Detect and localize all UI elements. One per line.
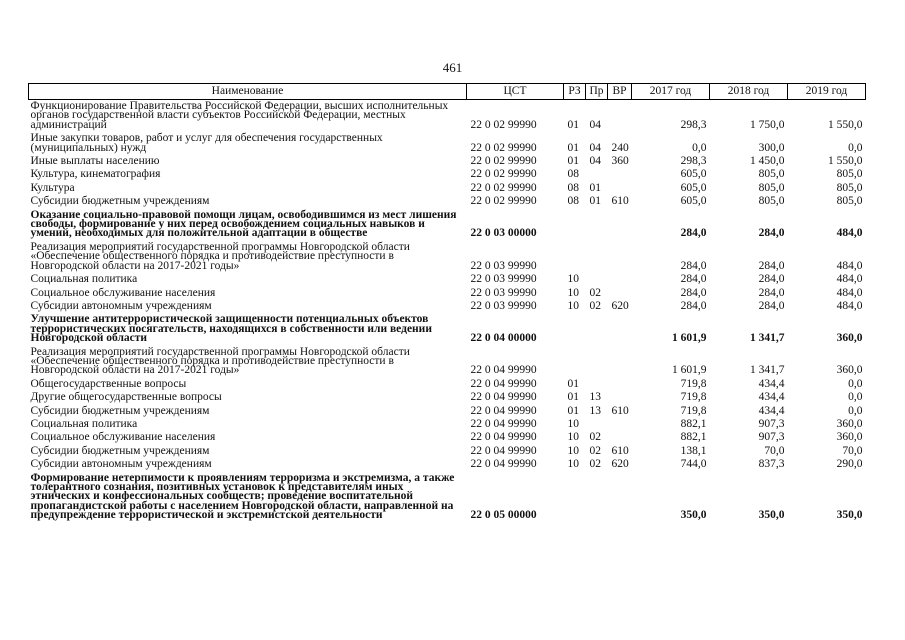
row-pr bbox=[586, 168, 608, 181]
table-row bbox=[29, 346, 866, 378]
row-2019: 350,0 bbox=[836, 509, 863, 522]
row-cst: 22 0 04 99990 bbox=[470, 364, 537, 377]
row-2018: 907,3 bbox=[758, 417, 785, 430]
row-2017: 719,8 bbox=[680, 391, 707, 404]
row-cst: 22 0 04 99990 bbox=[470, 431, 537, 444]
row-rz: 10 bbox=[567, 431, 579, 444]
row-rz bbox=[564, 241, 586, 273]
row-pr: 02 bbox=[589, 431, 601, 444]
row-2019: 805,0 bbox=[836, 195, 863, 208]
row-vr bbox=[608, 391, 632, 404]
header-row bbox=[29, 84, 866, 100]
table-row bbox=[29, 287, 866, 300]
row-rz: 01 bbox=[567, 155, 579, 168]
row-rz: 01 bbox=[567, 377, 579, 390]
row-rz: 08 bbox=[567, 195, 579, 208]
row-cst: 22 0 02 99990 bbox=[470, 195, 537, 208]
row-2017: 298,3 bbox=[680, 155, 707, 168]
row-pr: 04 bbox=[589, 141, 601, 154]
row-cst: 22 0 04 99990 bbox=[470, 458, 537, 471]
row-vr bbox=[608, 431, 632, 444]
row-2019: 0,0 bbox=[848, 404, 863, 417]
row-2019: 360,0 bbox=[836, 364, 863, 377]
row-pr: 13 bbox=[589, 404, 601, 417]
row-2019: 0,0 bbox=[848, 377, 863, 390]
row-vr bbox=[608, 209, 632, 241]
row-2019: 484,0 bbox=[836, 259, 863, 272]
header-pr: Пр bbox=[586, 84, 608, 100]
table-row bbox=[29, 472, 866, 523]
table-row bbox=[29, 241, 866, 273]
row-2018: 284,0 bbox=[758, 227, 785, 240]
row-2019: 360,0 bbox=[836, 332, 863, 345]
row-2018: 805,0 bbox=[758, 168, 785, 181]
row-pr: 01 bbox=[589, 181, 601, 194]
table-body bbox=[29, 100, 866, 523]
row-2018: 70,0 bbox=[764, 444, 785, 457]
table-row bbox=[29, 182, 866, 195]
row-cst: 22 0 02 99990 bbox=[470, 155, 537, 168]
table-row bbox=[29, 209, 866, 241]
row-pr: 04 bbox=[589, 118, 601, 131]
table-row bbox=[29, 168, 866, 181]
row-vr bbox=[608, 273, 632, 286]
row-2018: 805,0 bbox=[758, 181, 785, 194]
row-name: Социальное обслуживание населения bbox=[30, 286, 216, 299]
row-cst: 22 0 03 99990 bbox=[470, 286, 537, 299]
row-name: Иные закупки товаров, работ и услуг для обеспечения государственных (муниципальных) нужд bbox=[30, 132, 383, 154]
row-2017: 1 601,9 bbox=[672, 364, 707, 377]
page-number: 461 bbox=[442, 60, 463, 75]
row-pr bbox=[586, 313, 608, 345]
row-name: Формирование нетерпимости к проявлениям терроризма и экстремизма, а также толерантного сознания, позитивных установок к представителям иных этнических и конфессиональных сообществ; проведение воспитательной пропагандистской работы с населением Новгородской области, направленной на предупреждение террористической и экстремистской деятельности bbox=[30, 471, 455, 522]
row-name: Субсидии бюджетным учреждениям bbox=[30, 404, 210, 417]
row-vr: 610 bbox=[611, 195, 629, 208]
row-pr: 02 bbox=[589, 299, 601, 312]
row-rz: 01 bbox=[567, 118, 579, 131]
row-2019: 360,0 bbox=[836, 417, 863, 430]
header-rz: РЗ bbox=[564, 84, 586, 100]
row-vr: 360 bbox=[611, 155, 629, 168]
row-name: Оказание социально-правовой помощи лицам, освободившимся из мест лишения свободы, формирование у них перед освобождением социальных навыков и умений, необходимых для положительной адаптации в обществе bbox=[30, 208, 457, 240]
row-2018: 434,4 bbox=[758, 391, 785, 404]
row-rz: 08 bbox=[567, 168, 579, 181]
table-row bbox=[29, 313, 866, 345]
row-2018: 434,4 bbox=[758, 377, 785, 390]
row-cst: 22 0 04 99990 bbox=[470, 377, 537, 390]
row-rz: 10 bbox=[567, 417, 579, 430]
table-row bbox=[29, 195, 866, 208]
row-2019: 1 550,0 bbox=[828, 155, 863, 168]
row-2018: 350,0 bbox=[758, 509, 785, 522]
row-2017: 138,1 bbox=[680, 444, 707, 457]
row-2017: 605,0 bbox=[680, 195, 707, 208]
row-pr: 13 bbox=[589, 391, 601, 404]
row-cst: 22 0 03 00000 bbox=[470, 227, 537, 240]
row-2018: 284,0 bbox=[758, 259, 785, 272]
row-vr bbox=[608, 168, 632, 181]
row-2019: 70,0 bbox=[842, 444, 863, 457]
row-2018: 284,0 bbox=[758, 286, 785, 299]
row-rz: 01 bbox=[567, 391, 579, 404]
table-row bbox=[29, 100, 866, 133]
row-2019: 484,0 bbox=[836, 227, 863, 240]
row-cst: 22 0 04 99990 bbox=[470, 391, 537, 404]
row-name: Реализация мероприятий государственной программы Новгородской области «Обеспечение общественного порядка и противодействие преступности в Новгородской области на 2017-2021 годы» bbox=[30, 240, 410, 272]
row-name: Культура bbox=[30, 181, 75, 194]
row-cst: 22 0 02 99990 bbox=[470, 141, 537, 154]
row-2018: 434,4 bbox=[758, 404, 785, 417]
row-rz: 10 bbox=[567, 444, 579, 457]
row-2017: 719,8 bbox=[680, 404, 707, 417]
header-vr: ВР bbox=[608, 84, 632, 100]
row-cst: 22 0 05 00000 bbox=[470, 509, 537, 522]
row-2017: 605,0 bbox=[680, 181, 707, 194]
row-pr bbox=[586, 418, 608, 431]
row-vr bbox=[608, 472, 632, 523]
row-pr bbox=[586, 378, 608, 391]
row-2019: 1 550,0 bbox=[828, 118, 863, 131]
row-pr: 02 bbox=[589, 458, 601, 471]
row-pr bbox=[586, 209, 608, 241]
row-name: Иные выплаты населению bbox=[30, 155, 160, 168]
row-2017: 284,0 bbox=[680, 299, 707, 312]
row-vr bbox=[608, 287, 632, 300]
row-vr bbox=[608, 241, 632, 273]
row-pr: 04 bbox=[589, 155, 601, 168]
row-rz: 10 bbox=[567, 458, 579, 471]
row-name: Функционирование Правительства Российской Федерации, высших исполнительных органов государственной власти субъектов Российской Федерации, местных администраций bbox=[30, 100, 449, 131]
row-pr: 01 bbox=[589, 195, 601, 208]
row-2018: 837,3 bbox=[758, 458, 785, 471]
row-cst: 22 0 04 99990 bbox=[470, 404, 537, 417]
row-name: Социальное обслуживание населения bbox=[30, 431, 216, 444]
table-row bbox=[29, 300, 866, 313]
row-2018: 300,0 bbox=[758, 141, 785, 154]
row-2017: 0,0 bbox=[692, 141, 707, 154]
row-vr: 620 bbox=[611, 458, 629, 471]
row-2017: 284,0 bbox=[680, 227, 707, 240]
row-2017: 350,0 bbox=[680, 509, 707, 522]
row-vr bbox=[608, 346, 632, 378]
row-pr: 02 bbox=[589, 286, 601, 299]
row-vr bbox=[608, 100, 632, 133]
row-name: Субсидии автономным учреждениям bbox=[30, 458, 212, 471]
row-name: Реализация мероприятий государственной программы Новгородской области «Обеспечение общественного порядка и противодействие преступности в Новгородской области на 2017-2021 годы» bbox=[30, 345, 410, 377]
table-row bbox=[29, 378, 866, 391]
table-header bbox=[29, 84, 866, 100]
row-name: Культура, кинематография bbox=[30, 168, 161, 181]
row-cst: 22 0 03 99990 bbox=[470, 259, 537, 272]
table-row bbox=[29, 391, 866, 404]
row-name: Субсидии бюджетным учреждениям bbox=[30, 195, 210, 208]
header-2019: 2019 год bbox=[788, 84, 866, 100]
row-2019: 0,0 bbox=[848, 141, 863, 154]
row-name: Социальная политика bbox=[30, 273, 138, 286]
budget-table bbox=[28, 83, 866, 523]
header-cst: ЦСТ bbox=[467, 84, 564, 100]
row-pr bbox=[586, 346, 608, 378]
row-name: Общегосударственные вопросы bbox=[30, 377, 187, 390]
row-vr: 240 bbox=[611, 141, 629, 154]
row-2018: 1 450,0 bbox=[750, 155, 785, 168]
row-vr: 610 bbox=[611, 444, 629, 457]
row-cst: 22 0 04 99990 bbox=[470, 417, 537, 430]
row-2018: 907,3 bbox=[758, 431, 785, 444]
row-2017: 605,0 bbox=[680, 168, 707, 181]
row-rz bbox=[564, 209, 586, 241]
row-name: Субсидии автономным учреждениям bbox=[30, 299, 212, 312]
row-cst: 22 0 02 99990 bbox=[470, 168, 537, 181]
row-2018: 1 341,7 bbox=[750, 332, 785, 345]
row-2017: 298,3 bbox=[680, 118, 707, 131]
row-2017: 284,0 bbox=[680, 273, 707, 286]
row-2019: 0,0 bbox=[848, 391, 863, 404]
row-vr: 610 bbox=[611, 404, 629, 417]
row-rz: 01 bbox=[567, 404, 579, 417]
header-2017: 2017 год bbox=[632, 84, 710, 100]
row-rz: 01 bbox=[567, 141, 579, 154]
row-rz bbox=[564, 472, 586, 523]
table-row bbox=[29, 273, 866, 286]
row-rz: 10 bbox=[567, 286, 579, 299]
row-cst: 22 0 04 99990 bbox=[470, 444, 537, 457]
table-row bbox=[29, 405, 866, 418]
row-cst: 22 0 03 99990 bbox=[470, 299, 537, 312]
row-vr: 620 bbox=[611, 299, 629, 312]
row-rz: 10 bbox=[567, 299, 579, 312]
row-2017: 882,1 bbox=[680, 417, 707, 430]
row-pr: 02 bbox=[589, 444, 601, 457]
table-row bbox=[29, 155, 866, 168]
row-2017: 284,0 bbox=[680, 286, 707, 299]
row-2019: 805,0 bbox=[836, 181, 863, 194]
row-2018: 1 341,7 bbox=[750, 364, 785, 377]
row-pr bbox=[586, 273, 608, 286]
table-row bbox=[29, 458, 866, 471]
row-pr bbox=[586, 241, 608, 273]
row-2017: 1 601,9 bbox=[672, 332, 707, 345]
row-cst: 22 0 03 99990 bbox=[470, 273, 537, 286]
row-vr bbox=[608, 313, 632, 345]
row-2018: 1 750,0 bbox=[750, 118, 785, 131]
row-name: Улучшение антитеррористической защищенности потенциальных объектов террористических посягательств, находящихся в собственности или ведении Новгородской области bbox=[30, 313, 432, 345]
row-vr bbox=[608, 378, 632, 391]
row-rz bbox=[564, 346, 586, 378]
row-2019: 484,0 bbox=[836, 286, 863, 299]
row-2019: 805,0 bbox=[836, 168, 863, 181]
row-2018: 284,0 bbox=[758, 299, 785, 312]
row-cst: 22 0 02 99990 bbox=[470, 181, 537, 194]
row-name: Субсидии бюджетным учреждениям bbox=[30, 444, 210, 457]
table-row bbox=[29, 132, 866, 155]
row-rz: 10 bbox=[567, 273, 579, 286]
row-2017: 284,0 bbox=[680, 259, 707, 272]
row-name: Другие общегосударственные вопросы bbox=[30, 391, 222, 404]
row-cst: 22 0 04 00000 bbox=[470, 332, 537, 345]
table-row bbox=[29, 431, 866, 444]
row-2019: 360,0 bbox=[836, 431, 863, 444]
row-rz: 08 bbox=[567, 181, 579, 194]
row-2018: 284,0 bbox=[758, 273, 785, 286]
header-2018: 2018 год bbox=[710, 84, 788, 100]
row-2018: 805,0 bbox=[758, 195, 785, 208]
row-pr bbox=[586, 472, 608, 523]
row-rz bbox=[564, 313, 586, 345]
header-name: Наименование bbox=[29, 84, 467, 100]
table-row bbox=[29, 445, 866, 458]
row-2019: 290,0 bbox=[836, 458, 863, 471]
row-2017: 882,1 bbox=[680, 431, 707, 444]
row-name: Социальная политика bbox=[30, 417, 138, 430]
row-2019: 484,0 bbox=[836, 299, 863, 312]
row-cst: 22 0 02 99990 bbox=[470, 118, 537, 131]
row-2017: 744,0 bbox=[680, 458, 707, 471]
row-vr bbox=[608, 182, 632, 195]
row-vr bbox=[608, 418, 632, 431]
table-row bbox=[29, 418, 866, 431]
row-2017: 719,8 bbox=[680, 377, 707, 390]
row-2019: 484,0 bbox=[836, 273, 863, 286]
